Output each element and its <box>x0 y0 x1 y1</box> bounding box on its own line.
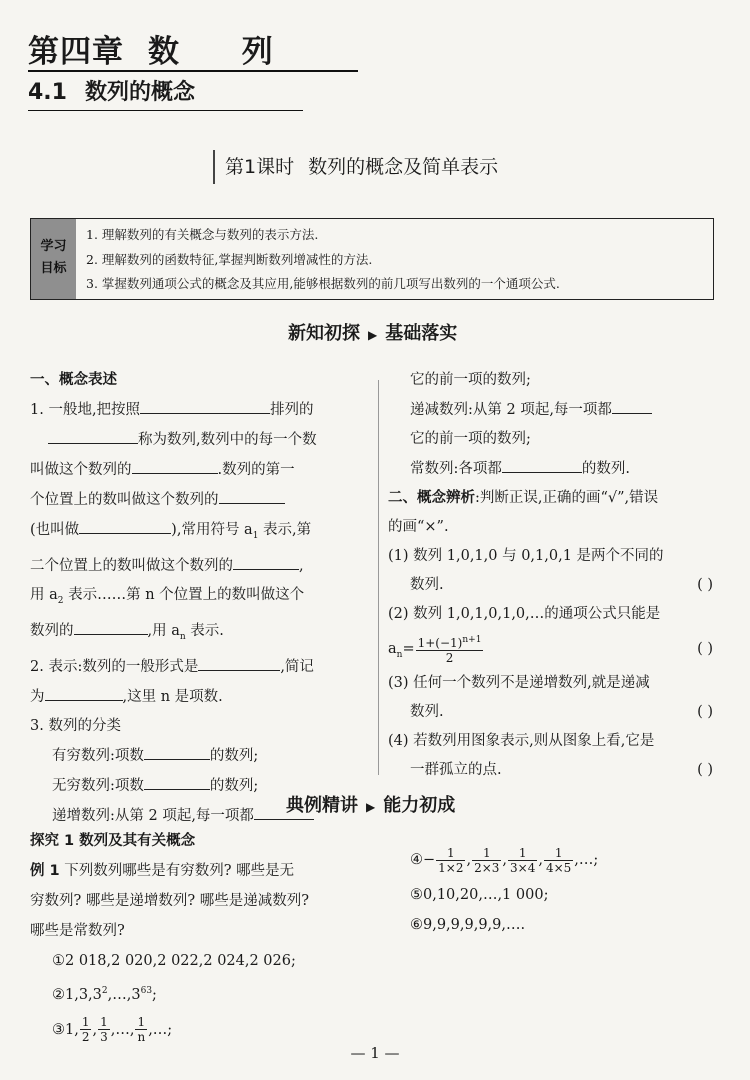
answer-parenthesis[interactable]: ( ) <box>697 577 713 593</box>
left-column: 一、概念表述 1. 一般地,把按照 排列的 称为数列,数列中的每一个数 叫做这个数列的 .数列的第一 个位置上的数叫做这个数列的 (也叫做 ),常用符号 $a_1$ 表示,第 二个位置上的数叫做这个数列的 , 用 $a_2$ 表示……第 n 个位置上的数叫做这个 数列的 ,用 $a_n$ 表示. 2. 表示:数列的一般形式是 ,简记 为 ,这里 n 是项数. 3. 数列的分类 有穷数列:项数 的数列; 无穷数列:项数 的数列; 递增数列:从第 2 项起,每一项都 <box>30 366 360 831</box>
example-item: $②1,3,3^2,\dots,3^{63}$; <box>52 986 157 1003</box>
example-right-column <box>410 840 710 940</box>
fill-blank[interactable] <box>144 741 210 760</box>
lesson-number: 第1课时 <box>225 156 295 178</box>
answer-parenthesis[interactable]: ( ) <box>697 762 713 778</box>
fill-blank[interactable] <box>48 425 138 444</box>
example-item: ③1, $\frac{1}{2}$ , $\frac{1}{3}$ ,…, $\frac{1}{n}$ ,…; <box>52 1015 173 1045</box>
fill-blank[interactable] <box>79 515 171 534</box>
section-title <box>28 76 303 111</box>
explore-heading: 探究 1 数列及其有关概念 <box>30 833 196 849</box>
goal-item: 1. 理解数列的有关概念与数列的表示方法. <box>86 227 319 242</box>
section-banner-new-knowledge: 新知初探 ▶ 基础落实 <box>288 323 458 344</box>
goal-item: 3. 掌握数列通项公式的概念及其应用,能够根据数列的前几项写出数列的一个通项公式. <box>86 276 560 291</box>
example-item: ①2 018,2 020,2 022,2 024,2 026; <box>52 953 296 969</box>
chapter-number: 第四章 <box>28 34 124 70</box>
fill-blank[interactable] <box>140 395 270 414</box>
right-column: 它的前一项的数列; 递减数列:从第 2 项起,每一项都 它的前一项的数列; 常数列:各项都 的数列. 二、概念辨析:判断正误,正确的画“√”,错误 的画“×”. (1) 数列 1,0,1,0 与 0,1,0,1 是两个不同的 数列. ( ) (2) 数列 1,0,1,0,1,0,…的通项公式只能是 $a_n=$ $\frac{1+(-1)^{n+1}}{2}$ ( ) (3) 任何一个数列不是递增数列,就是递减 数列. ( ) (4) 若数列用图象表示,则从图象上看,它是 一群孤立的点. ( ) <box>388 366 713 785</box>
section-number: 4.1 <box>28 80 67 105</box>
answer-parenthesis[interactable]: ( ) <box>697 704 713 720</box>
example-item: ⑥9,9,9,9,9,9,…. <box>410 917 526 933</box>
example-item: ④− $\frac{1}{1\times 2}$ , $\frac{1}{2\times 3}$ , $\frac{1}{3\times 4}$ , $\frac{1}{4\times 5}$ ,…; <box>410 845 599 875</box>
fill-blank[interactable] <box>45 682 123 701</box>
chapter-title <box>28 34 358 72</box>
goals-label: 学习 目标 <box>31 219 76 299</box>
section-name: 数列的概念 <box>84 80 195 105</box>
triangle-right-icon: ▶ <box>366 800 376 814</box>
fill-blank[interactable] <box>144 771 210 790</box>
triangle-right-icon: ▶ <box>368 328 378 342</box>
concept-heading: 一、概念表述 <box>30 372 117 388</box>
learning-goals-box <box>30 218 714 300</box>
fill-blank[interactable] <box>198 652 280 671</box>
section-banner-examples: 典例精讲 ▶ 能力初成 <box>286 795 456 816</box>
page-number: — 1 — <box>350 1044 400 1062</box>
example-item: ⑤0,10,20,…,1 000; <box>410 887 549 903</box>
fill-blank[interactable] <box>233 551 299 570</box>
fill-blank[interactable] <box>219 485 285 504</box>
fill-blank[interactable] <box>132 455 218 474</box>
fill-blank[interactable] <box>502 454 582 473</box>
formula-fraction: $\frac{1+(-1)^{n+1}}{2}$ <box>417 635 482 665</box>
goal-item: 2. 理解数列的函数特征,掌握判断数列增减性的方法. <box>86 251 373 267</box>
column-divider <box>378 380 379 775</box>
lesson-name: 数列的概念及简单表示 <box>308 156 499 178</box>
fill-blank[interactable] <box>74 616 148 635</box>
fill-blank[interactable] <box>612 395 652 414</box>
lesson-title <box>213 150 575 184</box>
example-left-column: 探究 1 数列及其有关概念 例 1 下列数列哪些是有穷数列? 哪些是无 穷数列? 哪些是递增数列? 哪些是递减数列? 哪些是常数列? ①2 018,2 020,2 022,2 024,2 026; $②1,3,3^2,\dots,3^{63}$; ③1, $\frac{1}{2}$ , $\frac{1}{3}$ ,…, $\frac{1}{n}$ ,…; <box>30 826 365 1050</box>
goals-list <box>86 223 560 297</box>
chapter-name: 数 列 <box>148 34 299 70</box>
answer-parenthesis[interactable]: ( ) <box>697 641 713 657</box>
